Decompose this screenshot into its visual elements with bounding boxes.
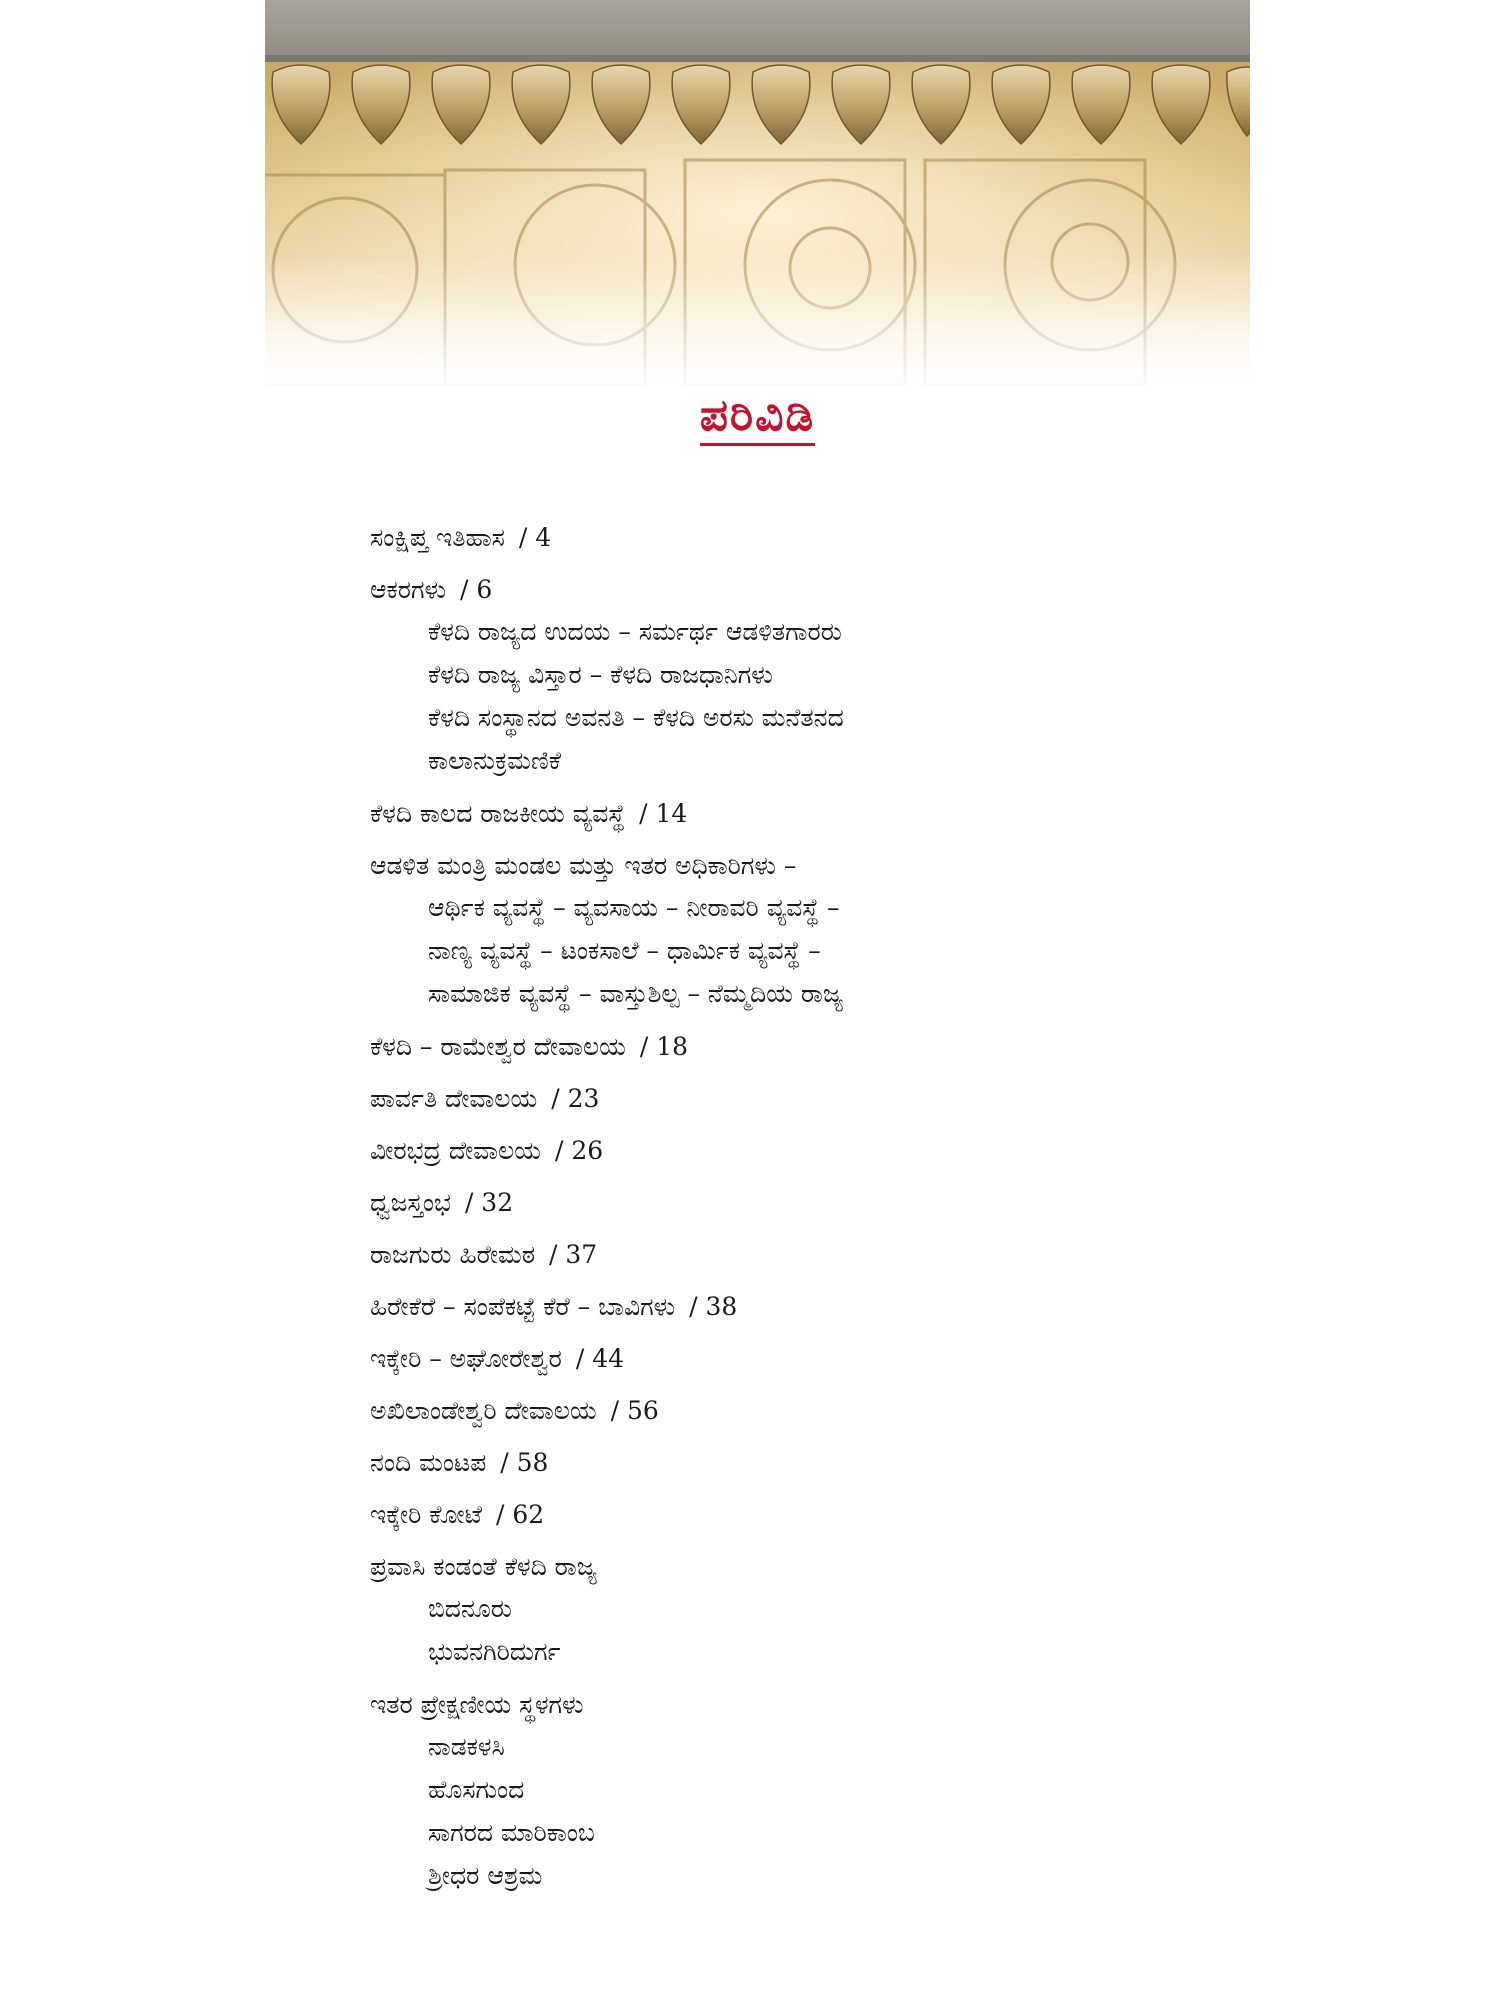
toc-subentry: ನಾಣ್ಯ ವ್ಯವಸ್ಥೆ – ಟಂಕಸಾಲೆ – ಧಾರ್ಮಿಕ ವ್ಯವಸ್ಥೆ – [428, 936, 821, 965]
toc-subentry: ಕಾಲಾನುಕ್ರಮಣಿಕೆ [428, 746, 561, 775]
toc-page-number: / 58 [500, 1448, 549, 1477]
toc-subentry: ಆರ್ಥಿಕ ವ್ಯವಸ್ಥೆ – ವ್ಯವಸಾಯ – ನೀರಾವರಿ ವ್ಯವಸ್ಥೆ – [428, 893, 840, 922]
toc-label: ರಾಜಗುರು ಹಿರೇಮಠ [370, 1240, 536, 1269]
toc-entry [370, 1391, 1170, 1431]
toc-main-line [370, 1339, 1170, 1379]
toc-label: ಆಡಳಿತ ಮಂತ್ರಿ ಮಂಡಲ ಮತ್ತು ಇತರ ಅಧಿಕಾರಿಗಳು – [370, 851, 797, 880]
toc-entry [370, 1495, 1170, 1535]
toc-entry [370, 1443, 1170, 1483]
toc-entry [370, 1183, 1170, 1223]
toc-main-line [370, 1079, 1170, 1119]
toc-entry [370, 1339, 1170, 1379]
temple-frieze-photo [265, 0, 1250, 395]
toc-entry [370, 846, 1170, 1015]
toc-subentry: ಸಾಮಾಜಿಕ ವ್ಯವಸ್ಥೆ – ವಾಸ್ತುಶಿಲ್ಪ – ನೆಮ್ಮದಿಯ ರಾಜ್ಯ [428, 979, 844, 1008]
toc-entry [370, 1547, 1170, 1673]
toc-entry [370, 1685, 1170, 1897]
toc-main-line [370, 1391, 1170, 1431]
toc-subentry: ಹೊಸಗುಂದ [428, 1775, 525, 1804]
title-text: ಪರಿವಿಡಿ [700, 390, 816, 446]
toc-page-number: / 23 [551, 1084, 600, 1113]
toc-main-line [370, 1443, 1170, 1483]
toc-label: ಸಂಕ್ಷಿಪ್ತ ಇತಿಹಾಸ [370, 523, 505, 552]
toc-entry [370, 518, 1170, 558]
toc-subentry: ಸಾಗರದ ಮಾರಿಕಾಂಬ [428, 1818, 595, 1847]
toc-label: ಅಖಿಲಾಂಡೇಶ್ವರಿ ದೇವಾಲಯ [370, 1396, 597, 1425]
toc-label: ಇತರ ಪ್ರೇಕ್ಷಣೀಯ ಸ್ಥಳಗಳು [370, 1690, 584, 1719]
table-of-contents [370, 518, 1170, 1909]
toc-main-line [370, 1287, 1170, 1327]
toc-label: ವೀರಭದ್ರ ದೇವಾಲಯ [370, 1136, 542, 1165]
toc-label: ನಂದಿ ಮಂಟಪ [370, 1448, 487, 1477]
toc-entry [370, 794, 1170, 834]
toc-main-line [370, 1685, 1170, 1725]
toc-page-number: / 26 [554, 1136, 604, 1165]
toc-page-number: / 56 [610, 1396, 659, 1425]
toc-label: ಆಕರಗಳು [370, 575, 447, 604]
toc-main-line [370, 1495, 1170, 1535]
toc-label: ಪ್ರವಾಸಿ ಕಂಡಂತೆ ಕೆಳದಿ ರಾಜ್ಯ [370, 1552, 597, 1581]
toc-main-line [370, 1235, 1170, 1275]
toc-entry [370, 1287, 1170, 1327]
toc-subentry: ಕೆಳದಿ ರಾಜ್ಯದ ಉದಯ – ಸರ್ಮರ್ಥ ಆಡಳಿತಗಾರರು [428, 617, 842, 646]
toc-page-number: / 32 [464, 1188, 514, 1217]
toc-subentry: ಬಿದನೂರು [428, 1594, 512, 1623]
stone-carving-image [265, 0, 1250, 395]
toc-label: ಕೆಳದಿ ಕಾಲದ ರಾಜಕೀಯ ವ್ಯವಸ್ಥೆ [370, 799, 626, 828]
toc-label: ಇಕ್ಕೇರಿ ಕೋಟೆ [370, 1500, 482, 1529]
toc-main-line [370, 518, 1170, 558]
toc-label: ಧ್ವಜಸ್ತಂಭ [370, 1188, 451, 1217]
toc-label: ಇಕ್ಕೇರಿ – ಅಘೋರೇಶ್ವರ [370, 1344, 562, 1373]
toc-page-number: / 44 [575, 1344, 625, 1373]
page-title [265, 390, 1250, 441]
toc-page-number: / 18 [639, 1032, 689, 1061]
toc-entry [370, 1027, 1170, 1067]
toc-main-line [370, 1131, 1170, 1171]
toc-main-line [370, 846, 1170, 886]
toc-entry [370, 1079, 1170, 1119]
toc-subentry: ಕೆಳದಿ ರಾಜ್ಯ ವಿಸ್ತಾರ – ಕೆಳದಿ ರಾಜಧಾನಿಗಳು [428, 660, 773, 689]
toc-subentry: ನಾಡಕಳಸಿ [428, 1732, 505, 1761]
toc-label: ಹಿರೇಕೆರೆ – ಸಂಪೆಕಟ್ಟೆ ಕೆರೆ – ಬಾವಿಗಳು [370, 1292, 676, 1321]
book-page [265, 0, 1250, 2000]
toc-main-line [370, 570, 1170, 610]
toc-page-number: / 6 [459, 575, 493, 604]
toc-entry [370, 1131, 1170, 1171]
toc-page-number: / 38 [689, 1292, 738, 1321]
toc-main-line [370, 1547, 1170, 1587]
toc-main-line [370, 1183, 1170, 1223]
toc-subentry: ಕೆಳದಿ ಸಂಸ್ಥಾನದ ಅವನತಿ – ಕೆಳದಿ ಅರಸು ಮನೆತನದ [428, 703, 844, 732]
toc-page-number: / 4 [518, 523, 552, 552]
toc-label: ಕೆಳದಿ – ರಾಮೇಶ್ವರ ದೇವಾಲಯ [370, 1032, 626, 1061]
toc-subentry: ಭುವನಗಿರಿದುರ್ಗ [428, 1637, 561, 1666]
toc-entry [370, 1235, 1170, 1275]
toc-page-number: / 14 [639, 799, 688, 828]
toc-page-number: / 37 [549, 1240, 598, 1269]
toc-main-line [370, 1027, 1170, 1067]
toc-page-number: / 62 [495, 1500, 545, 1529]
toc-main-line [370, 794, 1170, 834]
toc-subentry: ಶ್ರೀಧರ ಆಶ್ರಮ [428, 1861, 543, 1890]
toc-label: ಪಾರ್ವತಿ ದೇವಾಲಯ [370, 1084, 538, 1113]
toc-entry [370, 570, 1170, 782]
